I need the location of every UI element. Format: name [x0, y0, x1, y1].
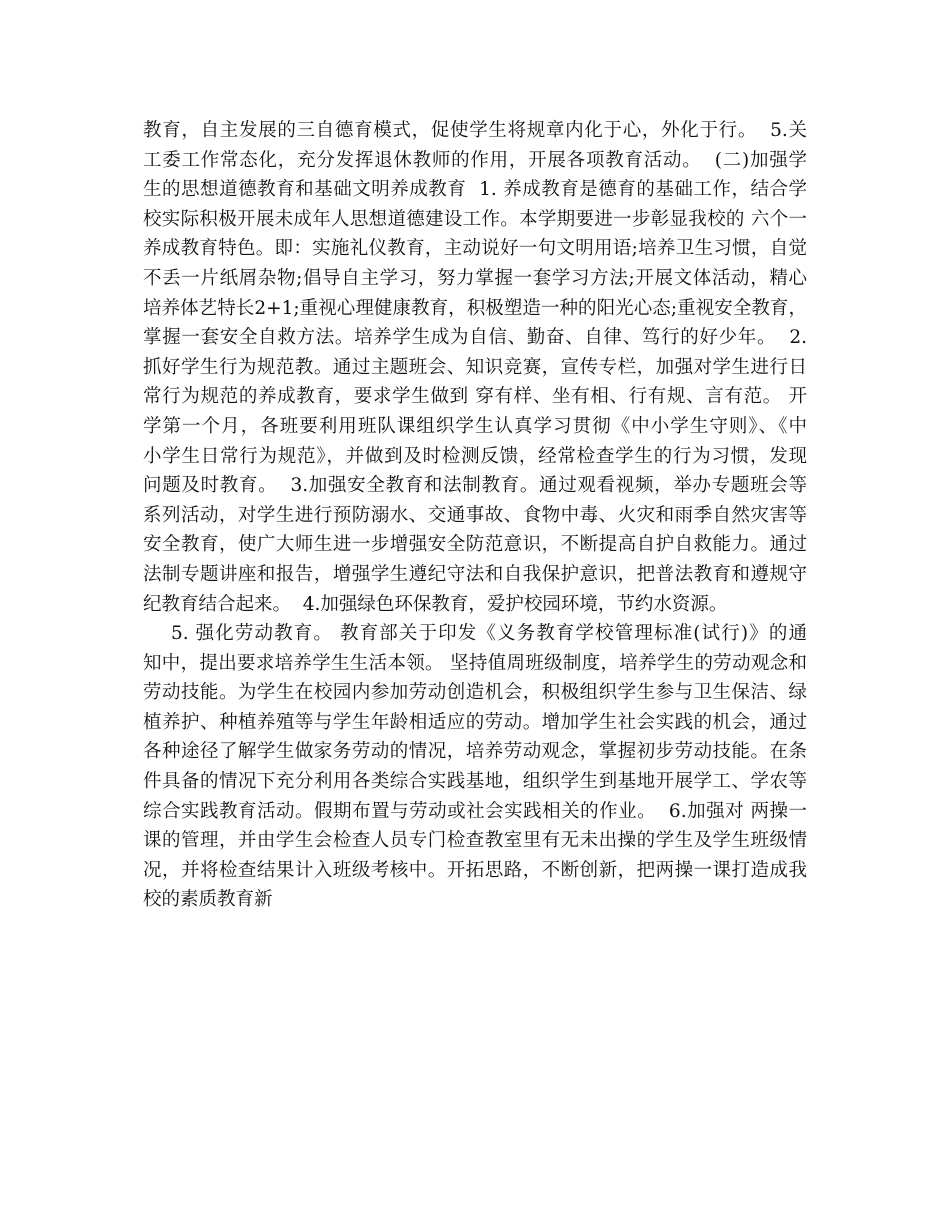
text-line: 掌握一套安全自救方法。培养学生成为自信、勤奋、自律、笃行的好少年。 2. [143, 327, 807, 349]
text-line: 培养体艺特长2+1;重视心理健康教育，积极塑造一种的阳光心态;重视安全教育， [143, 297, 807, 319]
text-line: 纪教育结合起来。 4.加强绿色环保教育，爱护校园环境，节约水资源。 [143, 593, 728, 615]
text-line: 校实际积极开展未成年人思想道德建设工作。本学期要进一步彰显我校的 六个一 [143, 208, 807, 230]
text-line: 件具备的情况下充分利用各类综合实践基地，组织学生到基地开展学工、学农等 [143, 771, 807, 793]
text-line: 植养护、种植养殖等与学生年龄相适应的劳动。增加学生社会实践的机会，通过 [143, 711, 807, 733]
text-line: 知中，提出要求培养学生生活本领。 坚持值周班级制度，培养学生的劳动观念和 [143, 652, 807, 674]
text-line: 况，并将检查结果计入班级考核中。开拓思路，不断创新，把两操一课打造成我 [143, 859, 807, 881]
text-line: 综合实践教育活动。假期布置与劳动或社会实践相关的作业。 6.加强对 两操一 [143, 800, 807, 822]
text-line: 学第一个月，各班要利用班队课组织学生认真学习贯彻《中小学生守则》、《中 [143, 415, 807, 437]
text-line: 劳动技能。为学生在校园内参加劳动创造机会，积极组织学生参与卫生保洁、绿 [143, 682, 807, 704]
text-line: 校的素质教育新 [143, 889, 273, 911]
text-line: 养成教育特色。即：实施礼仪教育，主动说好一句文明用语;培养卫生习惯，自觉 [143, 238, 807, 260]
text-line: 生的思想道德教育和基础文明养成教育 1. 养成教育是德育的基础工作，结合学 [143, 179, 807, 201]
text-line: 问题及时教育。 3.加强安全教育和法制教育。通过观看视频，举办专题班会等 [143, 475, 807, 497]
text-line: 不丢一片纸屑杂物;倡导自主学习，努力掌握一套学习方法;开展文体活动，精心 [143, 267, 807, 289]
body-text [143, 116, 807, 915]
paragraph-start-line: 5. 强化劳动教育。 教育部关于印发《义务教育学校管理标准(试行)》的通 [143, 623, 807, 645]
text-line: 课的管理，并由学生会检查人员专门检查教室里有无未出操的学生及学生班级情 [143, 830, 807, 852]
text-line: 系列活动，对学生进行预防溺水、交通事故、食物中毒、火灾和雨季自然灾害等 [143, 504, 807, 526]
text-line: 各种途径了解学生做家务劳动的情况，培养劳动观念，掌握初步劳动技能。在条 [143, 741, 807, 763]
text-line: 工委工作常态化，充分发挥退休教师的作用，开展各项教育活动。 (二)加强学 [143, 149, 807, 171]
text-line: 常行为规范的养成教育，要求学生做到 穿有样、坐有相、行有规、言有范。 开 [143, 386, 807, 408]
text-line: 教育，自主发展的三自德育模式，促使学生将规章内化于心，外化于行。 5.关 [143, 120, 807, 141]
text-line: 小学生日常行为规范》，并做到及时检测反馈，经常检查学生的行为习惯，发现 [143, 445, 807, 467]
text-line: 安全教育，使广大师生进一步增强安全防范意识，不断提高自护自救能力。通过 [143, 534, 807, 556]
text-line: 法制专题讲座和报告，增强学生遵纪守法和自我保护意识，把普法教育和遵规守 [143, 563, 807, 585]
text-line: 抓好学生行为规范教。通过主题班会、知识竞赛，宣传专栏，加强对学生进行日 [143, 356, 807, 378]
